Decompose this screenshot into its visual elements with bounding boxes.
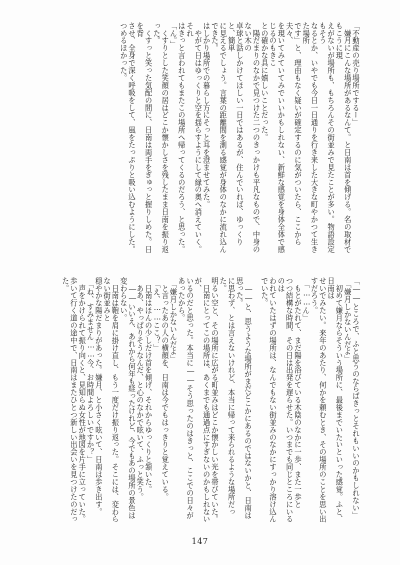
text-line: 「嫌月しかないんだよ」 [343,277,353,363]
text-line: に見えるでしょう。言葉の距離間を測る感覚が身体のなかに流れ込んできた。 [210,22,229,253]
text-line: と言ったあの人の横顔を、日南は今でもはっきりと覚えている。 [161,277,171,501]
text-line: 「――ところで、ふと思うのならばきっとそれもいいのかもしれない」 [352,277,361,519]
text-line: やがて日はゆっくりと空を揺らすようにして縁の奥へ消えていく。それ [186,22,204,253]
text-line: との確かな具に嬉しいことだった。 [260,22,270,142]
text-line: つつ結構な時間、その日は出発を遅らせた。いつまでも同じところにいるのは [277,277,295,523]
text-line: 「え、……ここ？」 [152,277,162,352]
text-line: ああ、やっぱりそうなんだ、と心のなかで呟いて、ふっと笑う。 [136,277,146,501]
text-line: いるのだと思った。本当に――そう思ったのはきっと、ここでの日々があったから。 [177,277,196,519]
text-line: 歩いて行く道の途中で、日南はまたひとつ新しい出会いを見つけたのだった。 [61,277,79,523]
text-line: 嫌月にこんな場所があるなんて。と日南は首を傾げる。名の取材でもこうに現 [335,22,353,253]
bottom-text-block [42,277,360,523]
text-line: 日南は鞄を肩に掛け直し、もう一度だけ振り返った。そこには、変わらない街並みと [103,277,121,523]
text-line: 卓球と話しかけてほしい一日ではあるが、住んでいれば、ゆっくりと、簡単 [227,22,245,246]
text-line: 「ん。」 [169,22,179,49]
text-line: 日南にとってこの場所は、あくまでも通過点にすぎないのかもしれないが、 [194,277,212,523]
text-line: 「不動産の売り場所でするー」 [352,22,361,127]
text-line: せいでみたい。来年のあたり、何かを頼むとき、その場所のことを思い出すだろう。 [310,277,328,523]
text-line: もとがたれて、まだ陽を浴びている木陰のなかに一歩、また一歩と [293,277,303,508]
text-line: 声をかけられて振り向くと、見知らぬ女性が地図を片手に立っていた。 [78,277,88,523]
page-number: 147 [191,537,209,546]
text-line: 明るい空と、その場所に広がる町並みはどこか懐かしい光を帯びていた。 [210,277,220,523]
text-line: 陽だまりのなかで見つけた二つのきっかけも平凡なもので、中身のない木の [244,22,262,253]
top-text-block [42,22,360,254]
text-line: 「ね、すみません……今、お時間よろしいですか？」 [86,277,96,464]
text-line: 初めて嫌月ならそういう場所に、最後までいたいといった感覚。ふと、日南は [327,277,345,523]
text-line: ――いいえ、あれから何年も経ったけれど、今でもあの場所の景色は変わらない。 [119,277,137,519]
text-line: ――と、思うような場所がまだどこかにあるのではないかと、日南は思った。 [235,277,254,519]
text-line [252,277,260,523]
text-line: われていたはずの場所は、なんでもない街並みのなかにすっかり溶け込んでいた。 [260,277,279,523]
text-line: 「……ん」 [302,277,312,322]
text-line: くすっと笑った気配の間に、日南は両手をぎゅっと握りしめた。日を背 [136,22,154,253]
text-line: くすりとした笑顔の居はどこか懐かしさを残したまま日南を振り返った。 [152,22,171,253]
text-line: を現いてみていてみでいいかもしれない、新鮮な感覚を身体全体で感じるのもきこ [269,22,287,253]
text-line: はきっと言われてもまたこの場所へ帰ってくるのだろう、と思った。 [177,22,187,253]
text-line: 「嫌月しかないんだよ」 [169,277,179,363]
text-line: に思わず、とは言えないけれど、本当に帰って来られるような場所だった。 [219,277,237,516]
text-line: はしかり場所での暮らし方にそっと耳を澄ませてみた。 [202,22,212,209]
text-line: 穏やかな陽だまりがあった。嫌月、と小さく呟いて、日南は歩き出す。 [94,277,104,516]
text-line: です」と、理由もなく疑いが確定するのに気がついたら、ここから夫々、 [285,22,303,246]
text-line: なるとか、いやでも今日一日通りを行き来した大きな町やかつて生きた場所 [302,22,320,253]
text-line: させ、全身で深く呼吸をして、風をたっぷりと吸い込むようにした。 [127,22,137,253]
text-line: 日南はほんの少しだけ首を傾げ、それからゆっくりと頷いた。 [144,277,154,494]
text-line: えがないが場所も、もちろんその街並みで見たことが多い。物語設定もそう [318,22,337,253]
text-line: つめるほかった。 [119,22,129,82]
